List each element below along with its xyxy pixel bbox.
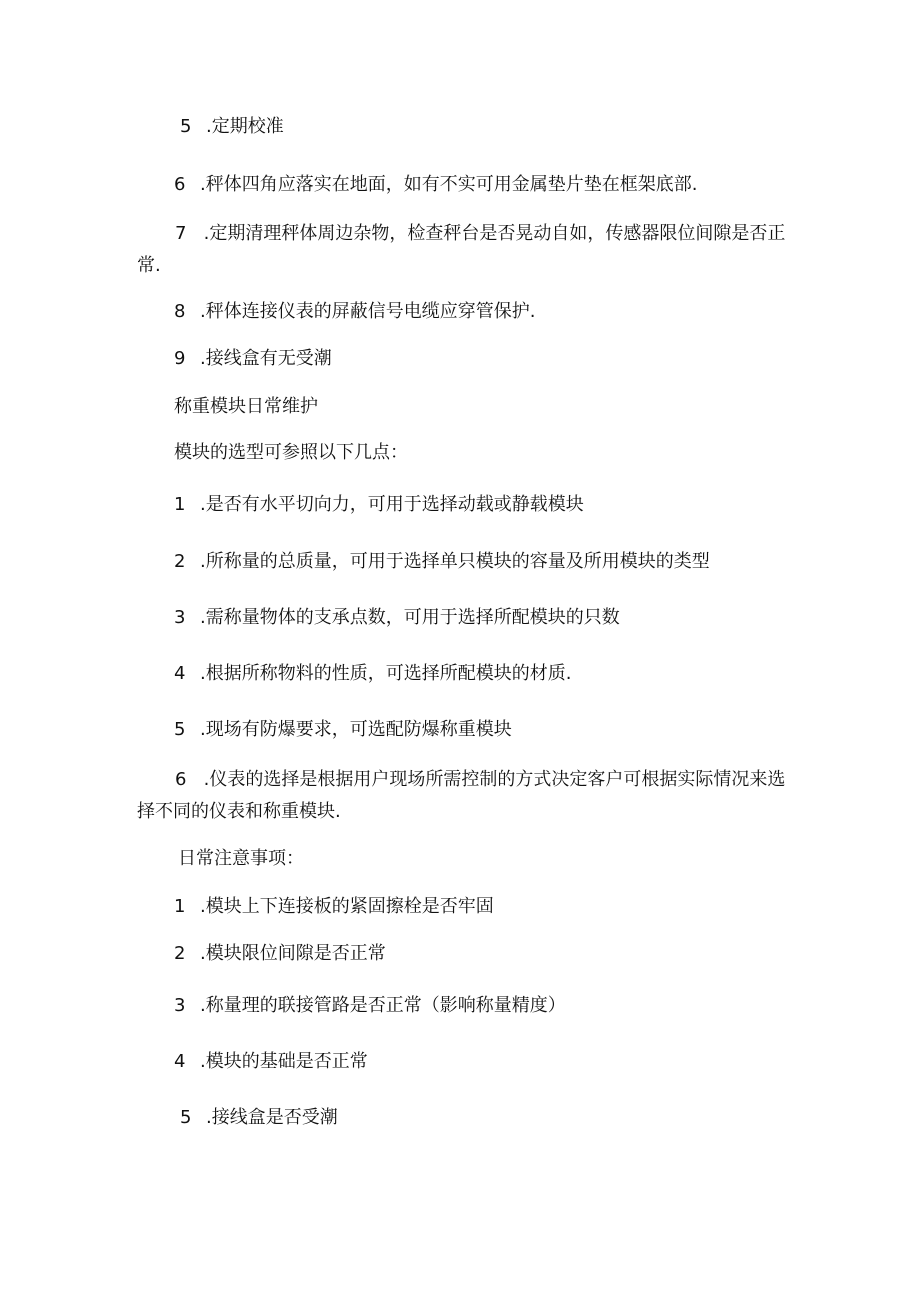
item-text: .模块的基础是否正常	[200, 1051, 368, 1072]
item-text: .模块上下连接板的紧固擦栓是否牢固	[200, 896, 494, 917]
item-number: 7	[175, 223, 187, 244]
list-item	[174, 994, 566, 1018]
item-number: 6	[174, 174, 186, 195]
list-item	[137, 218, 787, 282]
list-item	[137, 764, 787, 828]
item-number: 2	[174, 551, 186, 572]
list-item	[174, 300, 535, 324]
item-number: 4	[174, 1051, 186, 1072]
item-text: .秤体连接仪表的屏蔽信号电缆应穿管保护.	[200, 301, 536, 322]
item-text: .需称量物体的支承点数，可用于选择所配模块的只数	[200, 607, 620, 628]
item-number: 8	[174, 301, 186, 322]
list-item	[174, 550, 710, 574]
item-number: 2	[174, 943, 186, 964]
item-number: 3	[174, 607, 186, 628]
list-item	[174, 493, 584, 517]
item-text: .所称量的总质量，可用于选择单只模块的容量及所用模块的类型	[200, 551, 710, 572]
item-text: .称量理的联接管路是否正常（影响称量精度）	[200, 995, 566, 1016]
list-item	[174, 1050, 368, 1074]
item-number: 1	[174, 494, 186, 515]
item-number: 9	[174, 348, 186, 369]
list-item	[174, 895, 494, 919]
intro-text: 模块的选型可参照以下几点：	[174, 442, 408, 463]
list-item	[180, 1106, 338, 1130]
item-text: .定期清理秤体周边杂物，检查秤台是否晃动自如，传感器限位间隙是否正常.	[137, 223, 786, 276]
list-item	[174, 606, 620, 630]
item-number: 5	[180, 116, 192, 137]
list-item	[174, 347, 332, 371]
item-text: .模块限位间隙是否正常	[200, 943, 386, 964]
item-text: .秤体四角应落实在地面，如有不实可用金属垫片垫在框架底部.	[200, 174, 698, 195]
item-number: 5	[174, 719, 186, 740]
item-text: .定期校准	[206, 116, 284, 137]
item-number: 4	[174, 663, 186, 684]
list-item	[174, 718, 512, 742]
item-number: 3	[174, 995, 186, 1016]
list-item	[174, 173, 697, 197]
item-text: .根据所称物料的性质，可选择所配模块的材质.	[200, 663, 572, 684]
item-text: .是否有水平切向力，可用于选择动载或静载模块	[200, 494, 584, 515]
item-number: 1	[174, 896, 186, 917]
item-number: 6	[175, 769, 187, 790]
item-text: .接线盒是否受潮	[206, 1107, 338, 1128]
section-heading: 日常注意事项：	[178, 848, 304, 869]
section-heading: 称重模块日常维护	[174, 396, 318, 417]
item-text: .现场有防爆要求，可选配防爆称重模块	[200, 719, 512, 740]
list-item	[180, 115, 284, 139]
list-item	[174, 662, 571, 686]
item-text: .接线盒有无受潮	[200, 348, 332, 369]
item-text: .仪表的选择是根据用户现场所需控制的方式决定客户可根据实际情况来选择不同的仪表和称重模块.	[137, 769, 786, 822]
list-item	[174, 942, 386, 966]
item-number: 5	[180, 1107, 192, 1128]
